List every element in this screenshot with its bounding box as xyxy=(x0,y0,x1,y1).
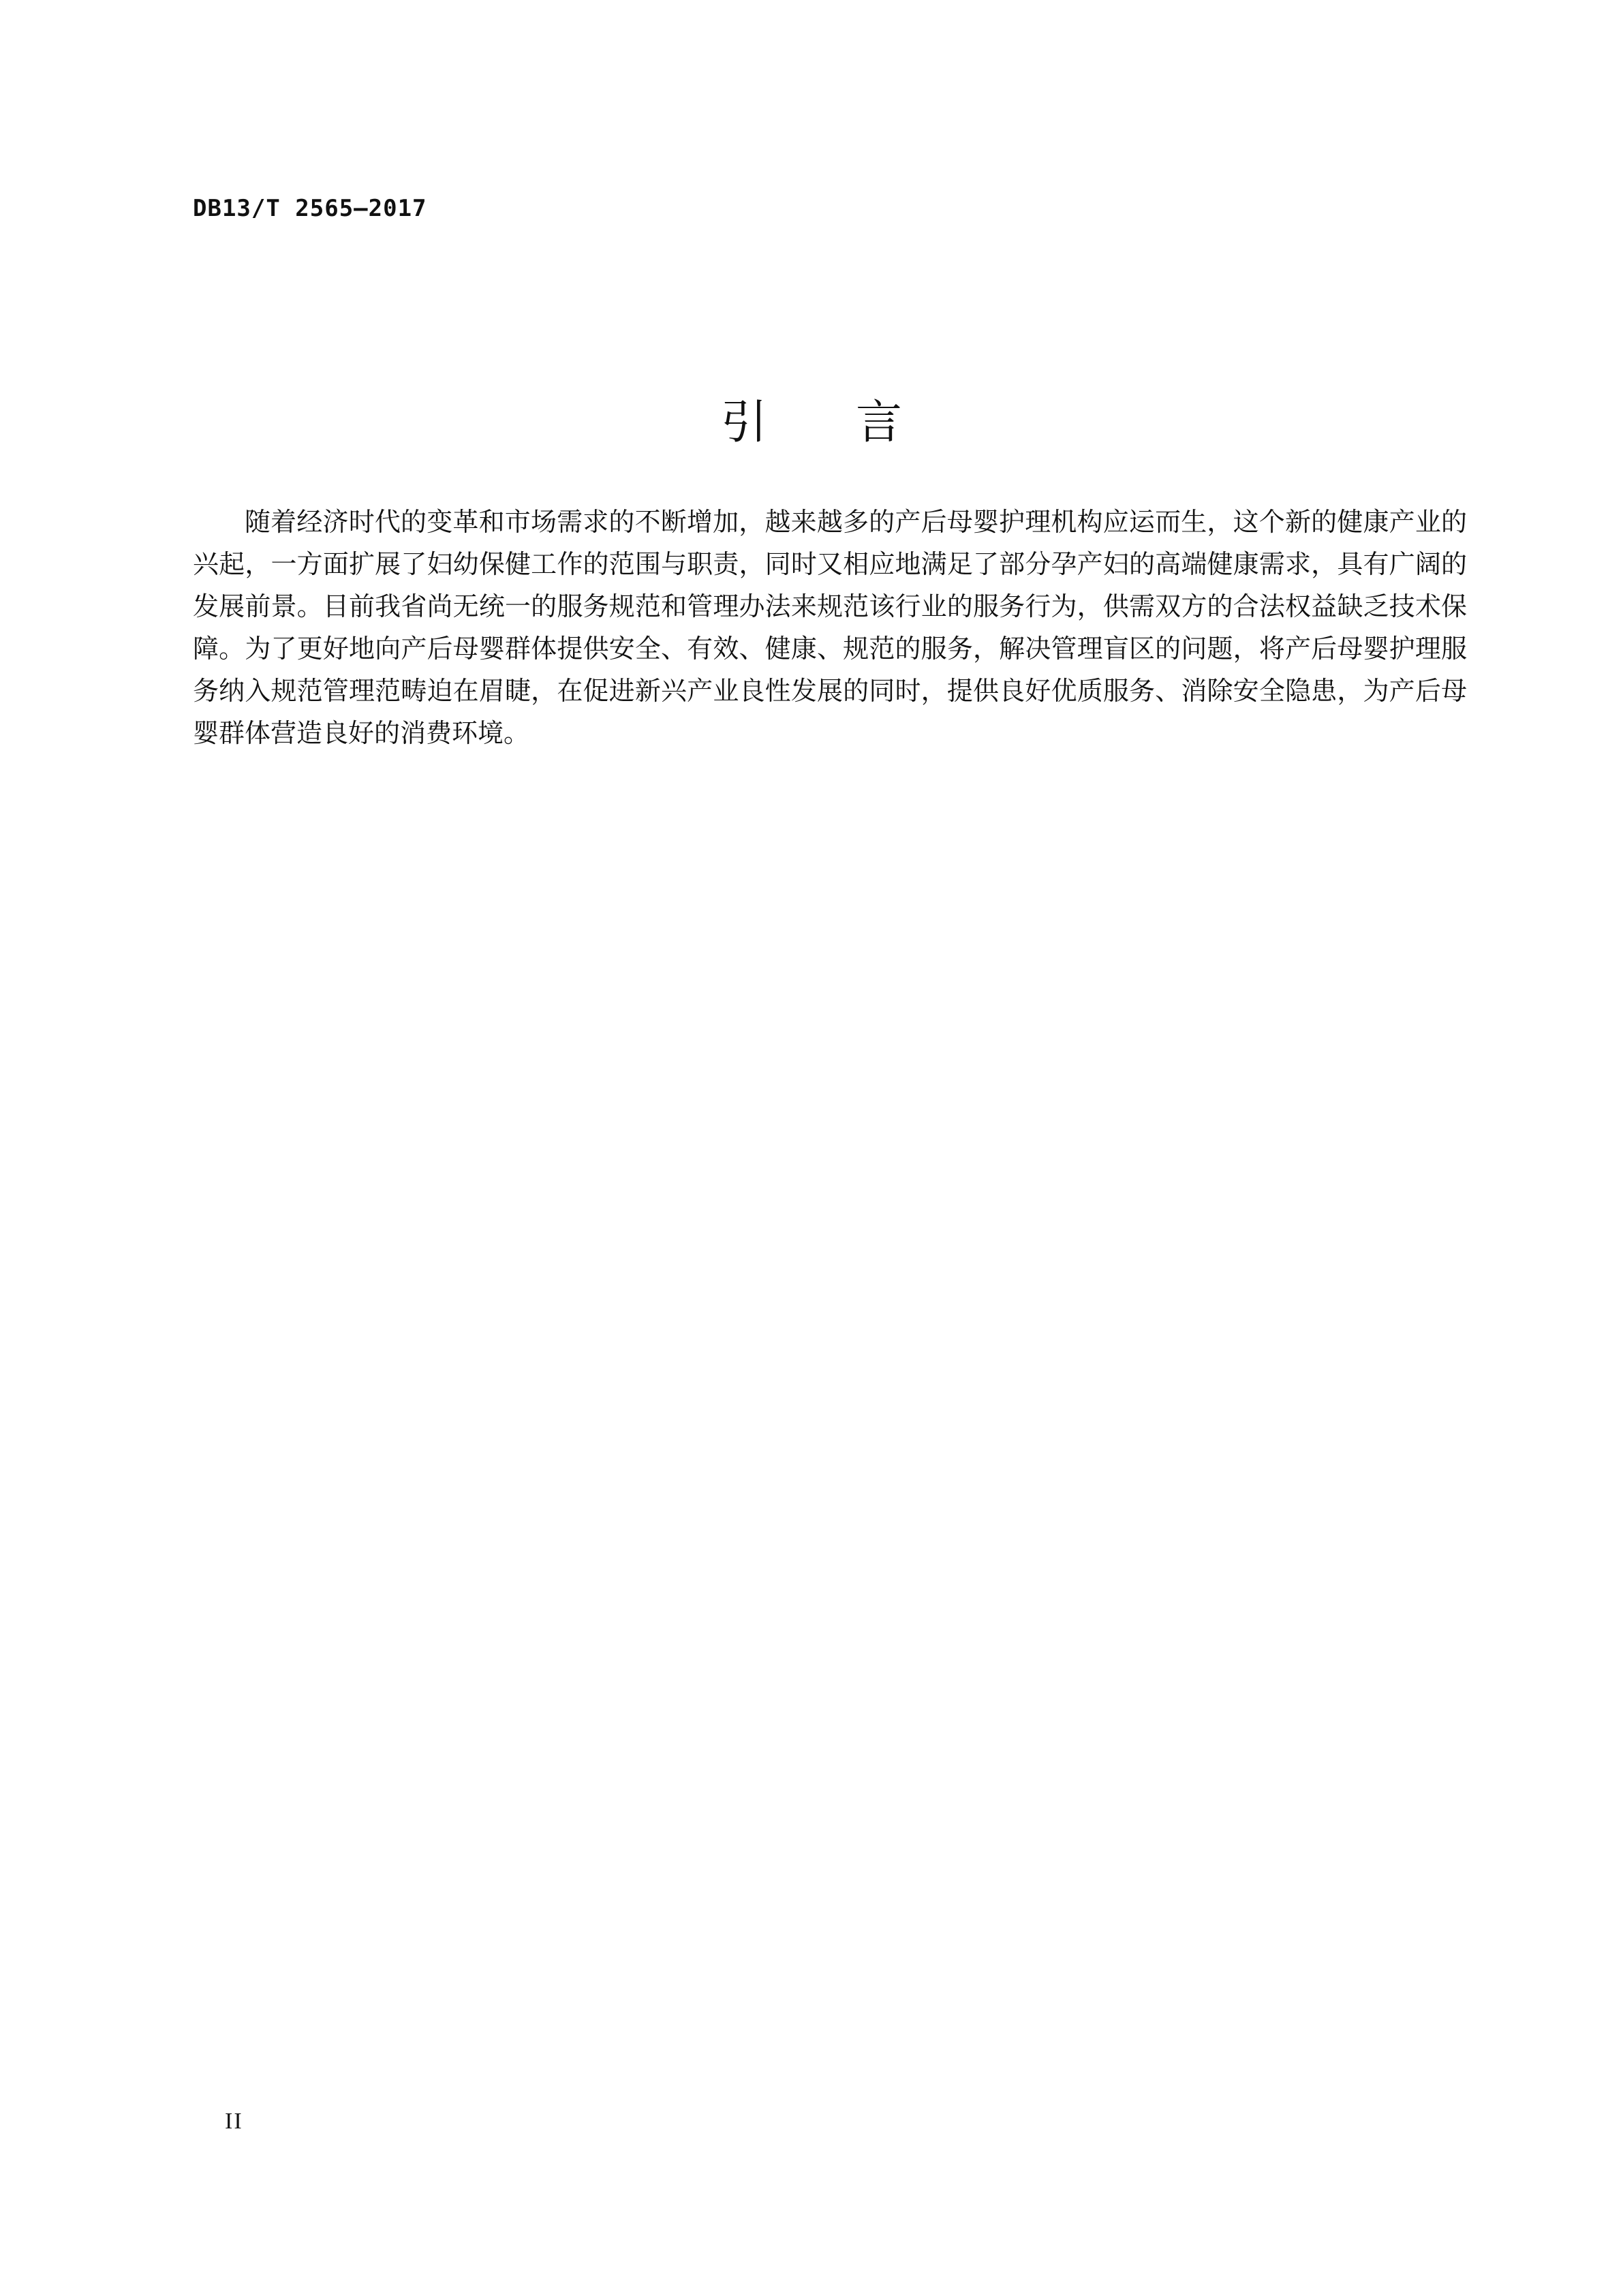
introduction-paragraph: 随着经济时代的变革和市场需求的不断增加，越来越多的产后母婴护理机构应运而生，这个新的健康产业的兴起，一方面扩展了妇幼保健工作的范围与职责，同时又相应地满足了部分孕产妇的高端健康需求，具有广阔的发展前景。目前我省尚无统一的服务规范和管理办法来规范该行业的服务行为，供需双方的合法权益缺乏技术保障。为了更好地向产后母婴群体提供安全、有效、健康、规范的服务，解决管理盲区的问题，将产后母婴护理服务纳入规范管理范畴迫在眉睫，在促进新兴产业良性发展的同时，提供良好优质服务、消除安全隐患，为产后母婴群体营造良好的消费环境。 xyxy=(193,507,1467,748)
document-code: DB13/T 2565—2017 xyxy=(193,195,427,222)
section-title: 引言 xyxy=(720,395,991,450)
page-number: II xyxy=(225,2109,243,2134)
